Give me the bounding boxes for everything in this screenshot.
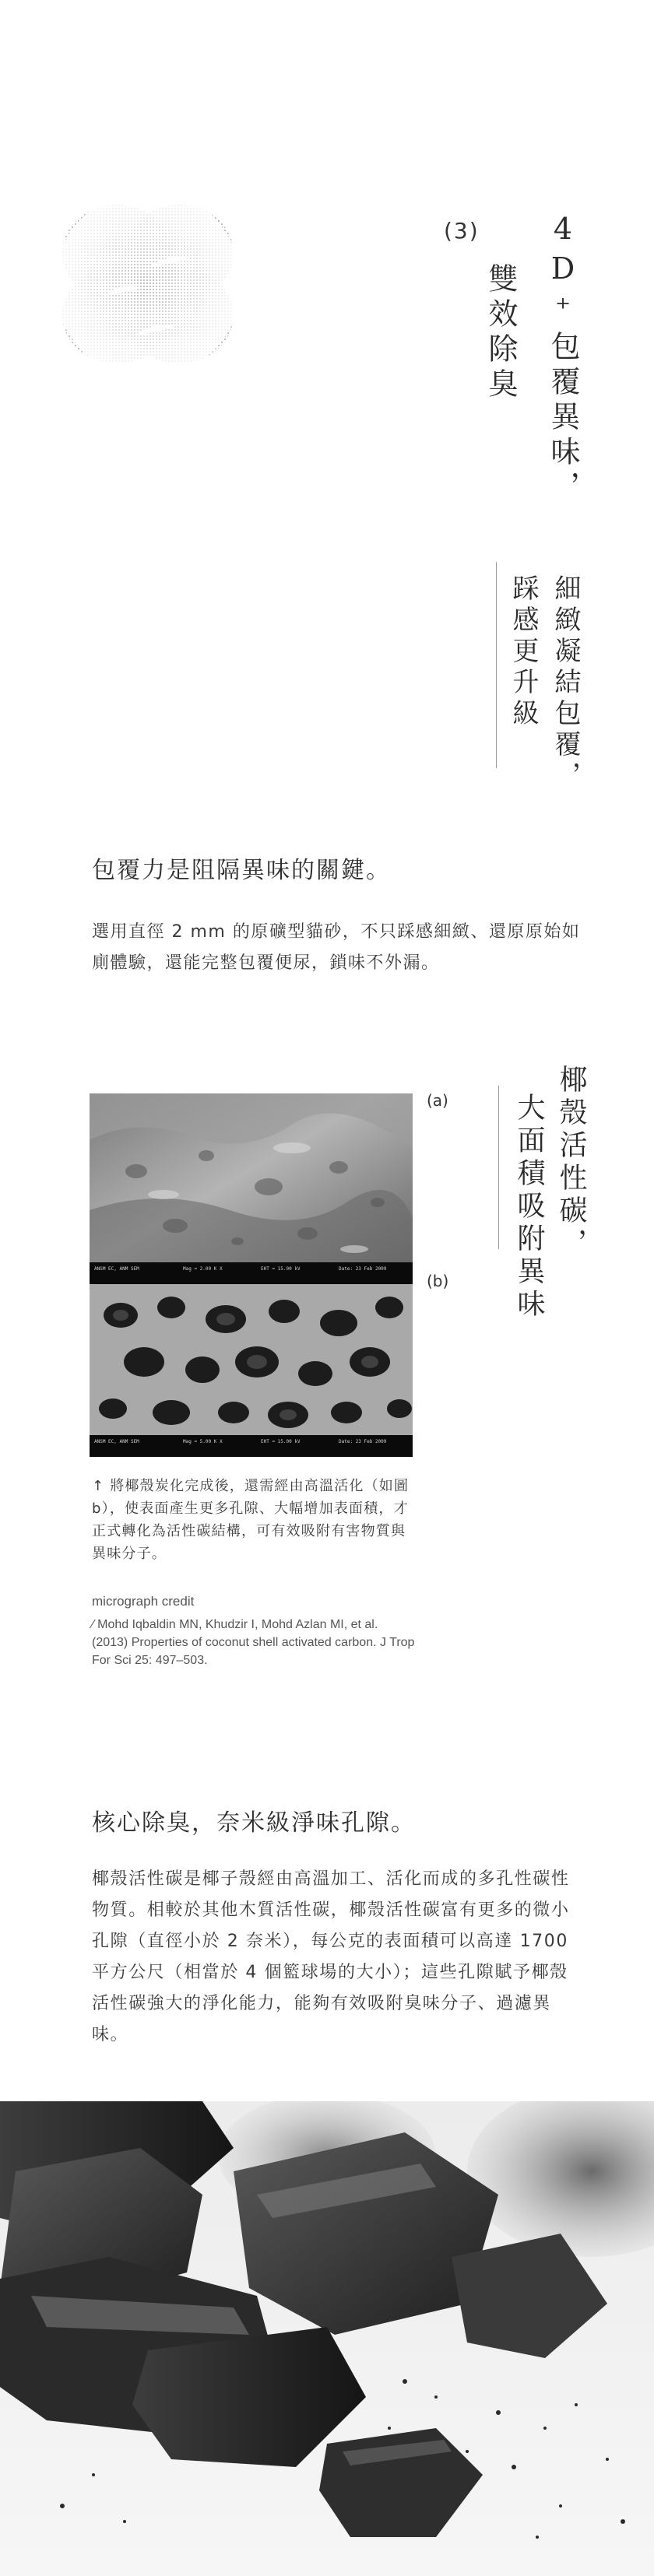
- vertical-divider: [498, 1086, 499, 1249]
- sem-image-a: [90, 1093, 413, 1284]
- sem-image-b: [90, 1284, 413, 1457]
- block1-heading: 包覆力是阻隔異味的關鍵。: [92, 857, 391, 884]
- sem-texture-a: [90, 1093, 413, 1284]
- section-number: (3): [444, 218, 480, 244]
- section-title-line-2: 雙效除臭: [483, 263, 518, 403]
- coconut-charcoal-photo: [0, 2101, 654, 2576]
- subtitle-line-1: 細緻凝結包覆，: [550, 574, 581, 792]
- vertical-divider: [496, 562, 497, 768]
- sem-info-bar: ANSM EC, ANM SEM Mag = 2.00 K X EHT = 15.00 kV Date: 23 Feb 2009: [90, 1262, 413, 1284]
- block1-body: 選用直徑 2 mm 的原礦型貓砂，不只踩感細緻、還原原始如廁體驗，還能完整包覆便尿，鎖味不外漏。: [92, 922, 581, 973]
- section-title-line-1: 4D⁺包覆異味，: [546, 212, 580, 506]
- halftone-blob-graphic: [43, 179, 253, 389]
- figure-label-a: (a): [427, 1091, 448, 1110]
- figure-caption: ↑ 將椰殼炭化完成後，還需經由高溫活化（如圖b），使表面產生更多孔隙、大幅增加表面積，才正式轉化為活性碳結構，可有效吸附有害物質與異味分子。: [92, 1478, 410, 1562]
- block2-heading: 核心除臭，奈米級淨味孔隙。: [92, 1809, 416, 1837]
- subtitle-line-2: 踩感更升級: [508, 574, 539, 730]
- credit-citation: ⁄ Mohd Iqbaldin MN, Khudzir I, Mohd Azlan MI, et al. (2013) Properties of coconut shell activated carbon. J Trop For Sci 25: 497–503.: [92, 1618, 415, 1667]
- figure-title-line-2: 大面積吸附異味: [513, 1093, 545, 1321]
- figure-title-line-1: 椰殼活性碳，: [555, 1065, 587, 1261]
- figure-label-b: (b): [427, 1272, 449, 1290]
- credit-title: micrograph credit: [92, 1594, 195, 1609]
- sem-texture-b: [90, 1284, 413, 1457]
- sem-info-bar: ANSM EC, ANM SEM Mag = 5.00 K X EHT = 15.00 kV Date: 23 Feb 2009: [90, 1435, 413, 1457]
- block2-body: 椰殼活性碳是椰子殼經由高溫加工、活化而成的多孔性碳性物質。相較於其他木質活性碳，椰殼活性碳富有更多的微小孔隙（直徑小於 2 奈米），每公克的表面積可以高達 1700 平方公尺（相當於 4 個籃球場的大小）；這些孔隙賦予椰殼活性碳強大的淨化能力，能夠有效吸附臭味分子、過濾異味。: [92, 1869, 570, 2044]
